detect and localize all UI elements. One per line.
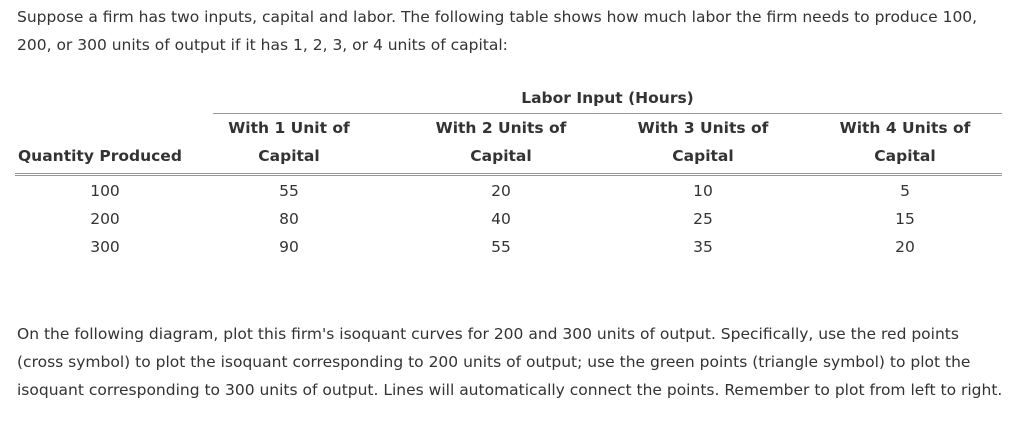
labor-cell: 80 bbox=[279, 210, 299, 228]
capital-3-header-line2: Capital bbox=[672, 147, 734, 165]
table-row bbox=[15, 177, 1002, 205]
quantity-produced-header: Quantity Produced bbox=[18, 147, 182, 165]
labor-cell: 55 bbox=[491, 238, 511, 256]
capital-3-header bbox=[625, 114, 781, 170]
intro-paragraph: Suppose a firm has two inputs, capital and labor. The following table shows how much labor the firm needs to produce 100, 200, or 300 units of output if it has 1, 2, 3, or 4 units of capital: bbox=[17, 8, 978, 54]
capital-4-header bbox=[827, 114, 983, 170]
labor-cell: 20 bbox=[895, 238, 915, 256]
capital-4-header-line2: Capital bbox=[874, 147, 936, 165]
labor-cell: 55 bbox=[279, 182, 299, 200]
capital-1-header-line1: With 1 Unit of bbox=[228, 119, 350, 137]
capital-3-header-line1: With 3 Units of bbox=[637, 119, 769, 137]
labor-cell: 15 bbox=[895, 210, 915, 228]
capital-1-header-line2: Capital bbox=[258, 147, 320, 165]
capital-1-header bbox=[213, 114, 365, 170]
capital-2-header-line1: With 2 Units of bbox=[435, 119, 567, 137]
table-row bbox=[15, 233, 1002, 261]
quantity-cell: 300 bbox=[90, 238, 120, 256]
labor-cell: 90 bbox=[279, 238, 299, 256]
header-divider bbox=[15, 173, 1002, 176]
labor-input-group-header: Labor Input (Hours) bbox=[521, 89, 694, 107]
labor-cell: 10 bbox=[693, 182, 713, 200]
labor-cell: 20 bbox=[491, 182, 511, 200]
labor-cell: 5 bbox=[900, 182, 910, 200]
labor-cell: 35 bbox=[693, 238, 713, 256]
labor-cell: 40 bbox=[491, 210, 511, 228]
table-row bbox=[15, 205, 1002, 233]
capital-2-header-line2: Capital bbox=[470, 147, 532, 165]
instructions-paragraph: On the following diagram, plot this firm's isoquant curves for 200 and 300 units of output. Specifically, use the red points (cross symbol) to plot the isoquant corresponding to 200 units of output; use the green points (triangle symbol) to plot the isoquant corresponding to 300 units of output. Lines will automatically connect the points. Remember to plot from left to right. bbox=[17, 325, 1003, 399]
quantity-cell: 200 bbox=[90, 210, 120, 228]
capital-2-header bbox=[423, 114, 579, 170]
capital-4-header-line1: With 4 Units of bbox=[839, 119, 971, 137]
labor-cell: 25 bbox=[693, 210, 713, 228]
quantity-cell: 100 bbox=[90, 182, 120, 200]
